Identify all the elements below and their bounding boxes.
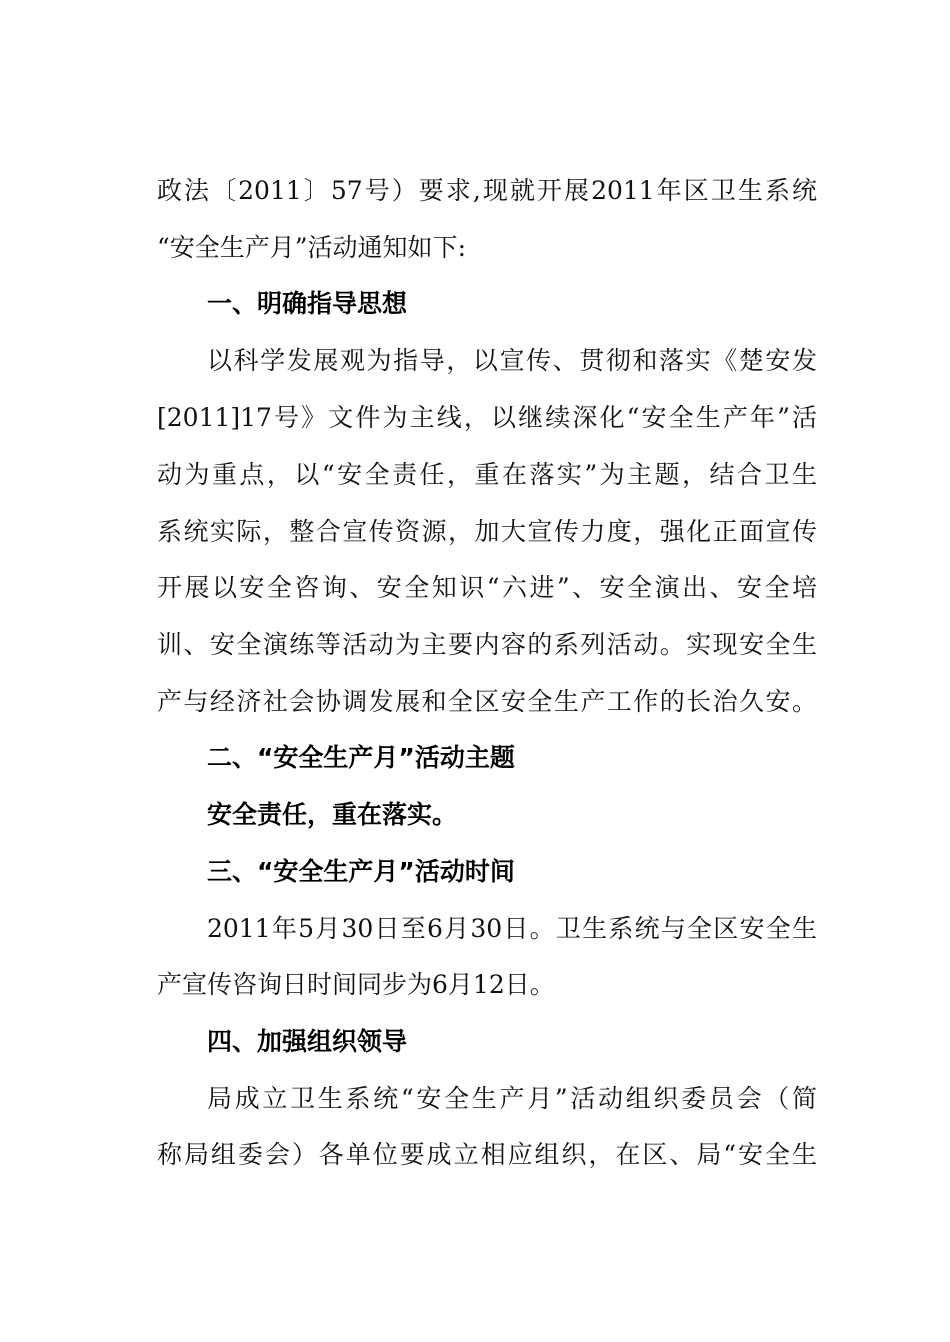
body-text-line: 以科学发展观为指导，以宣传、贯彻和落实《楚安发 (207, 346, 817, 375)
body-text-line: 2011年5月30日至6月30日。卫生系统与全区安全生 (207, 914, 817, 943)
body-text-line: 训、安全演练等活动为主要内容的系列活动。实现安全生 (157, 630, 817, 659)
section-heading-2: 二、“安全生产月”活动主题 (207, 743, 515, 772)
body-text-line: 称局组委会）各单位要成立相应组织，在区、局“安全生 (157, 1140, 817, 1169)
body-text-line: 开展以安全咨询、安全知识“六进”、安全演出、安全培 (157, 573, 817, 602)
body-text-line: 产与经济社会协调发展和全区安全生产工作的长治久安。 (157, 687, 817, 716)
section-heading-3: 三、“安全生产月”活动时间 (207, 857, 515, 886)
body-text-line: 动为重点，以“安全责任，重在落实”为主题，结合卫生 (157, 460, 817, 489)
theme-statement: 安全责任，重在落实。 (207, 800, 458, 829)
body-text-line: [2011]17号》文件为主线，以继续深化“安全生产年”活 (157, 403, 817, 432)
body-text-line: 政法〔2011〕57号）要求,现就开展2011年区卫生系统 (157, 176, 817, 205)
body-text-line: “安全生产月”活动通知如下: (157, 233, 466, 262)
body-text-line: 局成立卫生系统“安全生产月”活动组织委员会（简 (207, 1084, 817, 1113)
section-heading-1: 一、明确指导思想 (207, 289, 408, 318)
section-heading-4: 四、加强组织领导 (207, 1027, 408, 1056)
body-text-line: 系统实际，整合宣传资源，加大宣传力度，强化正面宣传 (157, 517, 817, 546)
body-text-line: 产宣传咨询日时间同步为6月12日。 (157, 970, 555, 999)
